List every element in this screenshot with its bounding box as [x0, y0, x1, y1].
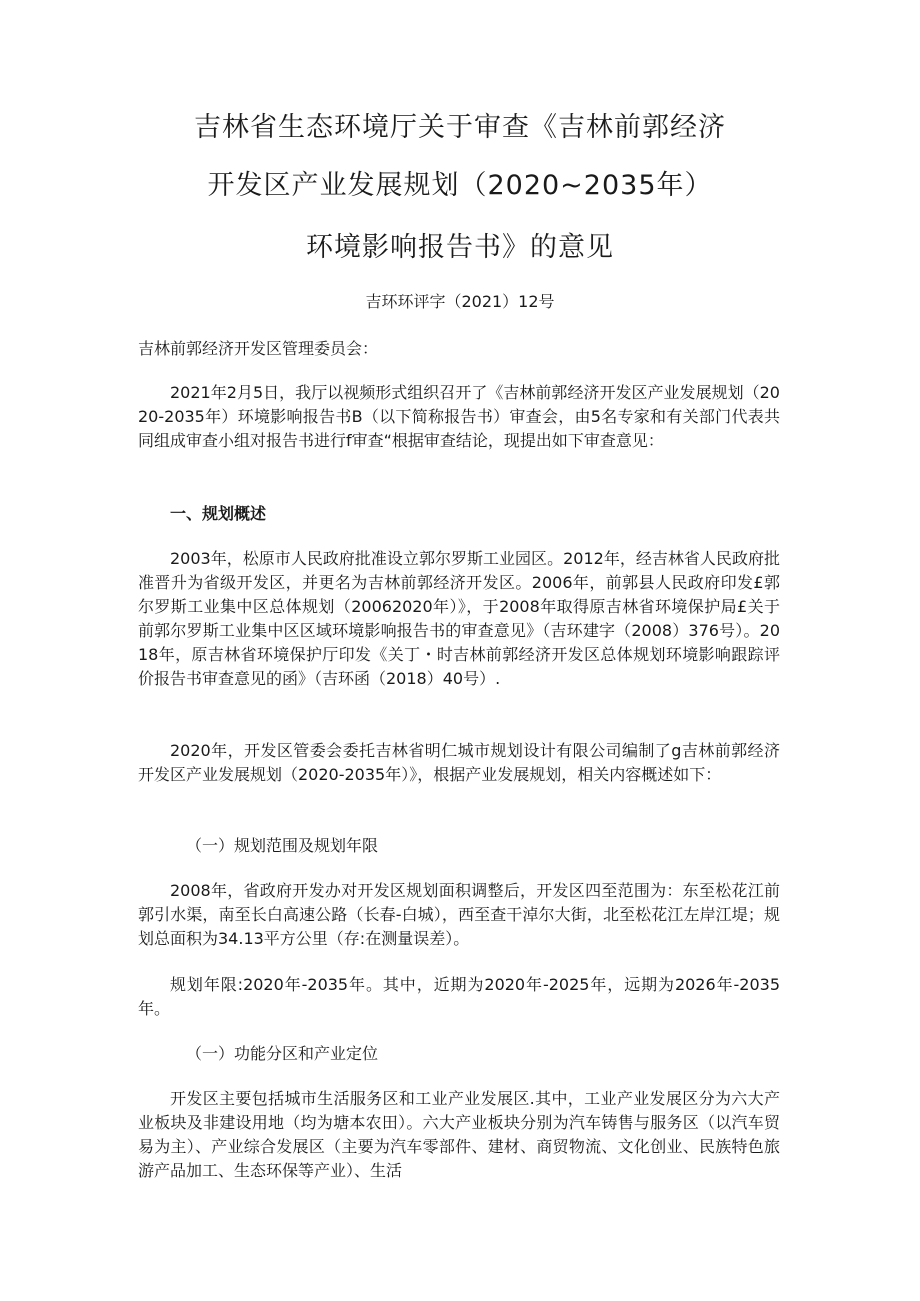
scope-paragraph: 2008年，省政府开发办对开发区规划面积调整后，开发区四至范围为：东至松花江前郭引水渠，南至长白高速公路（长春-白城），西至查干淖尔大街，北至松花江左岸江堤；规划总面积为34.13平方公里（存:在测量误差）。 — [138, 881, 780, 948]
addressee-block — [138, 337, 780, 361]
scope-block — [138, 879, 780, 951]
document-title-line-2: 开发区产业发展规划（2020~2035年） — [207, 170, 713, 201]
addressee: 吉林前郭经济开发区管理委员会： — [138, 339, 379, 358]
subsection-heading-zones — [138, 1042, 780, 1066]
history-paragraph: 2003年，松原市人民政府批准设立郭尔罗斯工业园区。2012年，经吉林省人民政府批准晋升为省级开发区，并更名为吉林前郭经济开发区。2006年，前郭县人民政府印发£郭尔罗斯工业集中区总体规划（20062020年）》，于2008年取得原吉林省环境保护局£关于前郭尔罗斯工业集中区区域环境影响报告书的审查意见》（吉环建字（2008）376号）。2018年，原吉林省环境保护厅印发《关丁・时吉林前郭经济开发区总体规划环境影响跟踪评价报告书审查意见的函》（吉环函（2018）40号）. — [138, 549, 780, 688]
document-title-line-3: 环境影响报告书》的意见 — [306, 232, 614, 263]
term-paragraph: 规划年限:2020年-2035年。其中，近期为2020年-2025年，远期为2026年-2035年。 — [138, 975, 780, 1018]
zones-paragraph: 开发区主要包括城市生活服务区和工业产业发展区.其中，工业产业发展区分为六大产业板块及非建设用地（均为塘本农田）。六大产业板块分别为汽车铸售与服务区（以汽车贸易为主）、产业综合发展区（主要为汽车零部件、建材、商贸物流、文化创业、民族特色旅游产品加工、生态环保等产业）、生活 — [138, 1089, 780, 1180]
planning-block — [138, 739, 780, 787]
intro-block — [138, 381, 780, 453]
subsection-heading-scope — [138, 834, 780, 858]
zones-block — [138, 1087, 780, 1183]
section-heading-text: 一、规划概述 — [170, 504, 267, 523]
document-title-line-1: 吉林省生态环境厅关于审查《吉林前郭经济 — [194, 112, 726, 143]
planning-paragraph: 2020年，开发区管委会委托吉林省明仁城市规划设计有限公司编制了g吉林前郭经济开发区产业发展规划（2020-2035年）》，根据产业发展规划，相关内容概述如下： — [138, 741, 780, 784]
section-heading-overview — [138, 502, 780, 526]
subsection-heading-scope-text: （一）规划范围及规划年限 — [186, 836, 379, 855]
subsection-heading-zones-text: （一）功能分区和产业定位 — [186, 1044, 379, 1063]
term-block — [138, 973, 780, 1021]
document-number: 吉环环评字（2021）12号 — [365, 292, 555, 311]
history-block — [138, 547, 780, 691]
intro-paragraph: 2021年2月5日，我厅以视频形式组织召开了《吉林前郭经济开发区产业发展规划（2020-2035年）环境影响报告书B（以下简称报告书）审查会，由5名专家和有关部门代表共同组成审查小组对报告书进行f审查“根据审查结论，现提出如下审查意见： — [138, 383, 780, 450]
